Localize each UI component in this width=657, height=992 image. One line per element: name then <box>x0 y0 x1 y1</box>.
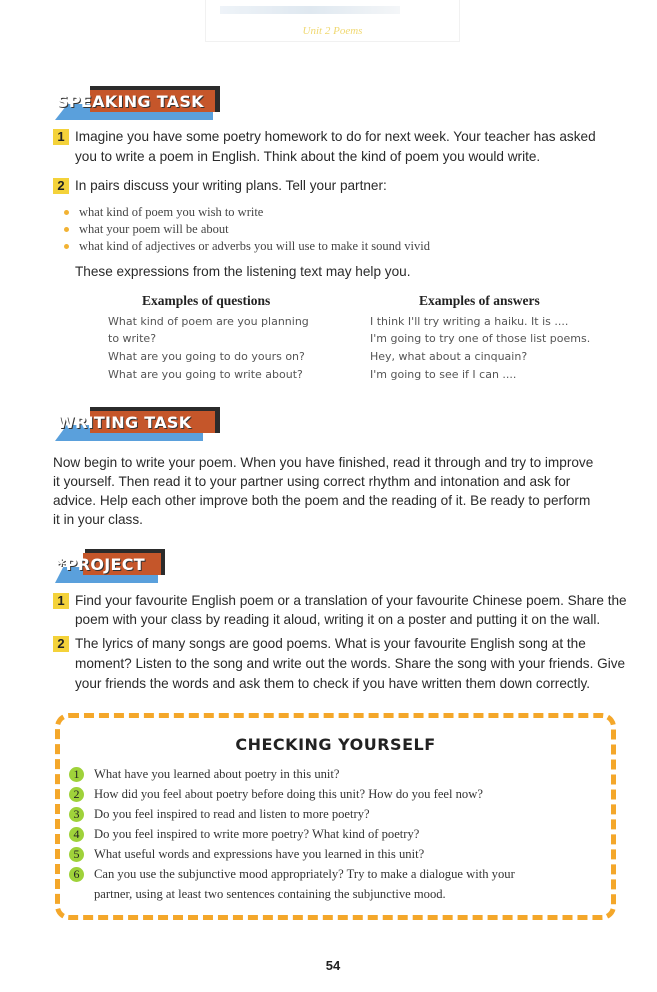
checking-yourself-title: CHECKING YOURSELF <box>235 735 436 754</box>
check-item-continued: partner, using at least two sentences containing the subjunctive mood. <box>94 887 446 901</box>
speaking-task-title: SPEAKING TASK <box>57 92 204 111</box>
writing-task-banner <box>55 407 220 441</box>
writing-line: it in your class. <box>53 512 143 527</box>
speaking-task-banner <box>55 86 220 120</box>
project-item-1-line: poem with your class by reading it aloud, writing it on a poster and putting it on the wall. <box>75 612 601 627</box>
expressions-note: These expressions from the listening text may help you. <box>75 264 411 279</box>
item-number: 1 <box>53 593 69 609</box>
writing-line: Now begin to write your poem. When you have finished, read it through and try to improve <box>53 455 594 470</box>
project-title: *PROJECT <box>57 555 145 574</box>
answers-heading: Examples of answers <box>419 293 540 308</box>
item-number: 6 <box>69 867 84 882</box>
answer-line: Hey, what about a cinquain? <box>370 350 528 363</box>
project-banner <box>55 549 165 583</box>
item-number: 4 <box>69 827 84 842</box>
writing-line: it yourself. Then read it to your partner using correct rhythm and intonation and ask for <box>53 474 571 489</box>
question-line: to write? <box>108 332 157 345</box>
item-number: 2 <box>69 787 84 802</box>
writing-line: advice. Help each other improve both the poem and the reading of it. Be ready to perform <box>53 493 591 508</box>
question-line: What kind of poem are you planning <box>108 315 309 328</box>
question-line: What are you going to write about? <box>108 368 303 381</box>
item-number: 1 <box>53 129 69 145</box>
bullet-item: what kind of poem you wish to write <box>79 205 264 219</box>
item-number: 3 <box>69 807 84 822</box>
project-item-2-line: your friends the words and ask them to check if you have written them down correctly. <box>75 676 591 691</box>
speaking-item-1-line-2: you to write a poem in English. Think about the kind of poem you would write. <box>75 149 541 164</box>
speaking-item-2: In pairs discuss your writing plans. Tell your partner: <box>75 178 387 193</box>
answer-line: I'm going to try one of those list poems. <box>370 332 591 345</box>
question-line: What are you going to do yours on? <box>108 350 305 363</box>
check-item: Do you feel inspired to write more poetry? What kind of poetry? <box>94 827 420 841</box>
answer-line: I'm going to see if I can .... <box>370 368 517 381</box>
project-item-2-line: moment? Listen to the song and write out the words. Share the song with your friends. Give <box>75 656 626 671</box>
check-item: What useful words and expressions have you learned in this unit? <box>94 847 425 861</box>
check-item: Can you use the subjunctive mood appropriately? Try to make a dialogue with your <box>94 867 515 881</box>
project-item-1-line: Find your favourite English poem or a translation of your favourite Chinese poem. Share the <box>75 593 627 608</box>
unit-title: Unit 2 Poems <box>302 25 363 37</box>
check-item: Do you feel inspired to read and listen to more poetry? <box>94 807 370 821</box>
bullet-item: what kind of adjectives or adverbs you will use to make it sound vivid <box>79 239 430 253</box>
check-item: What have you learned about poetry in this unit? <box>94 767 340 781</box>
speaking-item-1-line-1: Imagine you have some poetry homework to do for next week. Your teacher has asked <box>75 129 596 144</box>
item-number: 1 <box>69 767 84 782</box>
page-number: 54 <box>325 958 341 973</box>
project-item-2-line: The lyrics of many songs are good poems. What is your favourite English song at the <box>75 636 586 651</box>
writing-task-title: WRITING TASK <box>57 413 192 432</box>
answer-line: I think I'll try writing a haiku. It is .... <box>370 315 569 328</box>
check-item: How did you feel about poetry before doing this unit? How do you feel now? <box>94 787 483 801</box>
questions-heading: Examples of questions <box>142 293 271 308</box>
item-number: 5 <box>69 847 84 862</box>
item-number: 2 <box>53 636 69 652</box>
item-number: 2 <box>53 178 69 194</box>
bullet-item: what your poem will be about <box>79 222 229 236</box>
